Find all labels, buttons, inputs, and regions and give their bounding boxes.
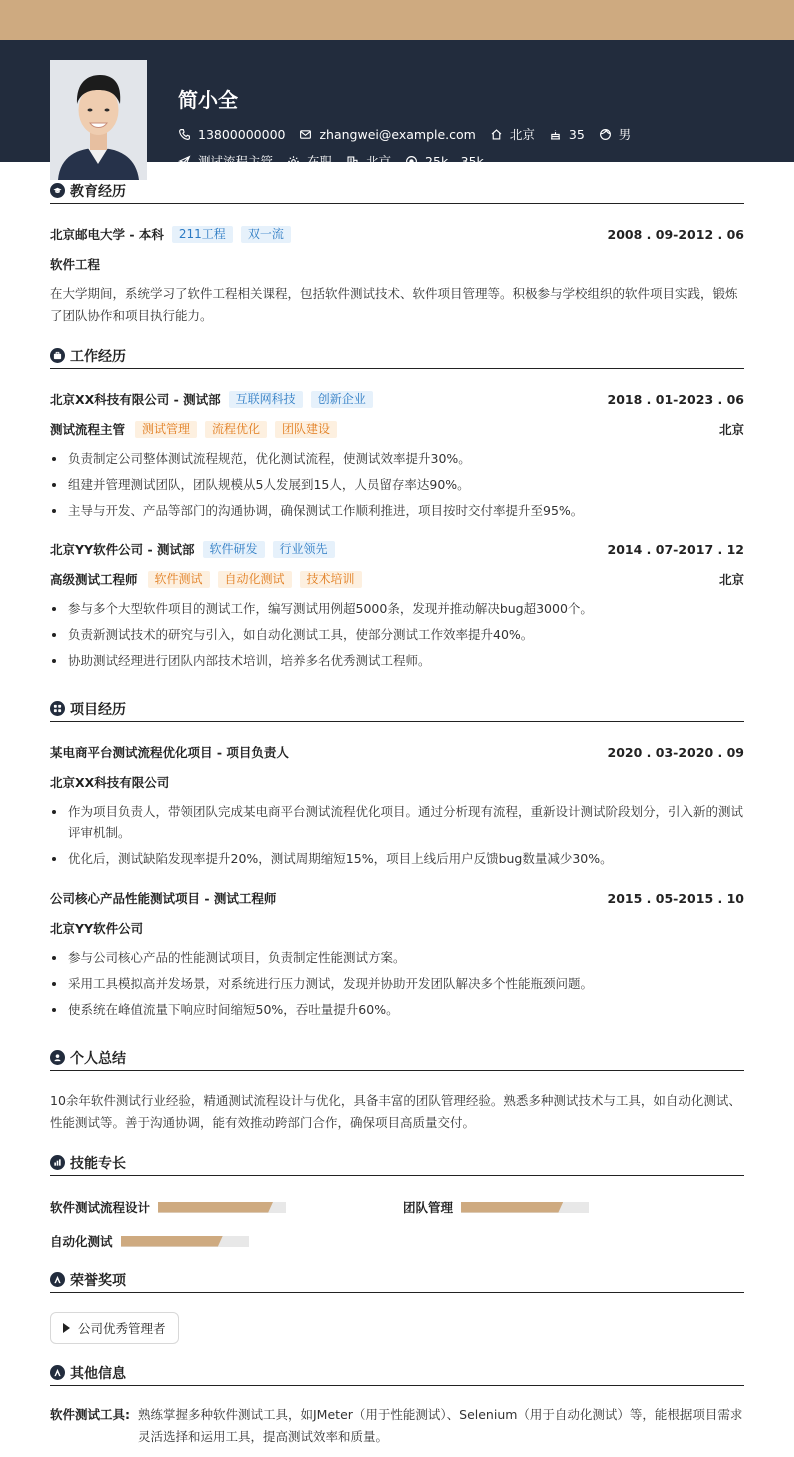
role-tag: 测试管理 (135, 421, 197, 438)
job-bullet: 参与多个大型软件项目的测试工作，编写测试用例超5000条，发现并推动解决bug超3000个。 (50, 598, 744, 619)
project-company-row (50, 919, 744, 937)
user-face-icon (599, 128, 612, 141)
project-company: 北京XX科技有限公司 (50, 775, 170, 790)
role-name: 高级测试工程师 (50, 572, 138, 587)
project-name: 公司核心产品性能测试项目 - 测试工程师 (50, 891, 277, 906)
education-title: 教育经历 (70, 183, 126, 200)
other-heading (50, 1360, 744, 1386)
summary-section (50, 1045, 744, 1135)
job-bullet: 负责新测试技术的研究与引入，如自动化测试工具，使部分测试工作效率提升40%。 (50, 624, 744, 645)
briefcase-icon (50, 348, 65, 363)
gender-text: 男 (618, 127, 632, 142)
job-date: 2014 . 07-2017 . 12 (607, 541, 744, 557)
skill-level-bar (461, 1202, 589, 1213)
phone-text: 13800000000 (198, 126, 286, 142)
age-text: 35 (568, 126, 585, 142)
location-item (490, 125, 535, 143)
gender-item (599, 125, 632, 143)
awards-heading (50, 1267, 744, 1293)
contact-row (178, 125, 645, 143)
education-section (50, 178, 744, 328)
job-intent-row (178, 152, 498, 170)
position-item (178, 152, 273, 170)
project-date: 2015 . 05-2015 . 10 (607, 890, 744, 906)
award-name: 公司优秀管理者 (78, 1321, 166, 1336)
company-name: 北京YY软件公司 - 测试部 (50, 542, 195, 557)
awards-section (50, 1267, 744, 1347)
info-icon (50, 1365, 65, 1380)
role-tag: 团队建设 (275, 421, 337, 438)
other-text: 熟练掌握多种软件测试工具，如JMeter（用于性能测试）、Selenium（用于自动化测试）等，能根据项目需求灵活选择和运用工具，提高测试效率和质量。 (138, 1407, 743, 1444)
phone-icon (178, 128, 191, 141)
company-tag: 行业领先 (273, 541, 335, 558)
job-role-row (50, 570, 744, 588)
phone-item (178, 127, 285, 142)
education-major-row (50, 255, 744, 273)
skills-title: 技能专长 (70, 1155, 126, 1172)
skill-level-fill (461, 1202, 563, 1213)
project-row (50, 889, 744, 907)
summary-text: 10余年软件测试行业经验，精通测试流程设计与优化，具备丰富的团队管理经验。熟悉多种测试技术与工具，如自动化测试、性能测试等。善于沟通协调，能有效推动跨部门合作，确保项目高质量交付。 (50, 1093, 741, 1130)
chart-icon (50, 1155, 65, 1170)
target-city-item (346, 152, 391, 170)
major-name: 软件工程 (50, 257, 101, 272)
project-bullet: 作为项目负责人，带领团队完成某电商平台测试流程优化项目。通过分析现有流程，重新设计测试阶段划分，引入新的测试评审机制。 (50, 801, 744, 843)
email-item (299, 127, 475, 142)
school-name: 北京邮电大学 - 本科 (50, 227, 164, 242)
summary-heading (50, 1045, 744, 1071)
skill-name: 软件测试流程设计 (50, 1200, 151, 1215)
skill-name: 团队管理 (403, 1200, 454, 1215)
home-icon (490, 128, 503, 141)
project-company-row (50, 773, 744, 791)
position-text: 测试流程主管 (198, 154, 274, 169)
other-section (50, 1360, 744, 1452)
role-tag: 软件测试 (148, 571, 210, 588)
profile-header (0, 40, 794, 169)
profile-photo (50, 60, 147, 180)
email-text: zhangwei@example.com (319, 126, 476, 142)
project-bullet: 使系统在峰值流量下响应时间缩短50%，吞吐量提升60%。 (50, 999, 744, 1020)
graduation-cap-icon (50, 183, 65, 198)
role-tag: 流程优化 (205, 421, 267, 438)
job-bullet: 组建并管理测试团队，团队规模从5人发展到15人，人员留存率达90%。 (50, 474, 744, 495)
candidate-name: 简小全 (178, 88, 238, 112)
award-item (50, 1312, 179, 1344)
skill-item (403, 1198, 589, 1216)
role-tag: 自动化测试 (218, 571, 292, 588)
skills-heading (50, 1150, 744, 1176)
role-tag: 技术培训 (300, 571, 362, 588)
school-tag: 211工程 (172, 226, 233, 243)
summary-title: 个人总结 (70, 1050, 126, 1067)
cake-icon (549, 128, 562, 141)
projects-heading (50, 696, 744, 722)
age-item (549, 127, 585, 142)
skill-item (50, 1198, 286, 1216)
salary-text: 25k - 35k (425, 153, 484, 169)
skill-item (50, 1232, 249, 1250)
project-name: 某电商平台测试流程优化项目 - 项目负责人 (50, 745, 289, 760)
education-description: 在大学期间，系统学习了软件工程相关课程，包括软件测试技术、软件项目管理等。积极参与学校组织的软件项目实践，锻炼了团队协作和项目执行能力。 (50, 286, 738, 323)
job-role-row (50, 420, 744, 438)
location-text: 北京 (509, 127, 535, 142)
skill-level-bar (121, 1236, 249, 1247)
salary-icon (405, 155, 418, 168)
job-city: 北京 (718, 572, 744, 587)
job-date: 2018 . 01-2023 . 06 (607, 391, 744, 407)
award-icon (50, 1272, 65, 1287)
status-item (287, 152, 332, 170)
skill-level-fill (158, 1202, 273, 1213)
skill-level-bar (158, 1202, 286, 1213)
user-icon (50, 1050, 65, 1065)
job-bullet: 协助测试经理进行团队内部技术培训，培养多名优秀测试工程师。 (50, 650, 744, 671)
job-company-row (50, 390, 744, 408)
project-date: 2020 . 03-2020 . 09 (607, 744, 744, 760)
gear-icon (287, 155, 300, 168)
company-tag: 软件研发 (203, 541, 265, 558)
work-section (50, 343, 744, 683)
job-city: 北京 (718, 422, 744, 437)
status-text: 在职 (307, 154, 333, 169)
role-name: 测试流程主管 (50, 422, 126, 437)
skill-name: 自动化测试 (50, 1234, 113, 1249)
project-company: 北京YY软件公司 (50, 921, 144, 936)
project-bullet: 优化后，测试缺陷发现率提升20%，测试周期缩短15%，项目上线后用户反馈bug数量减少30%。 (50, 848, 744, 869)
other-label: 软件测试工具: (50, 1407, 130, 1422)
salary-item (405, 154, 484, 169)
other-title: 其他信息 (70, 1365, 126, 1382)
skills-section (50, 1150, 744, 1260)
awards-title: 荣誉奖项 (70, 1272, 126, 1289)
projects-section (50, 696, 744, 1026)
play-icon (63, 1323, 70, 1333)
school-tag: 双一流 (241, 226, 291, 243)
education-heading (50, 178, 744, 204)
projects-title: 项目经历 (70, 701, 126, 718)
building-icon (346, 155, 359, 168)
job-company-row (50, 540, 744, 558)
other-info-row (50, 1404, 744, 1448)
company-tag: 互联网科技 (229, 391, 303, 408)
project-bullet: 参与公司核心产品的性能测试项目，负责制定性能测试方案。 (50, 947, 744, 968)
project-bullet: 采用工具模拟高并发场景，对系统进行压力测试，发现并协助开发团队解决多个性能瓶颈问题。 (50, 973, 744, 994)
mail-icon (299, 128, 312, 141)
send-icon (178, 155, 191, 168)
work-heading (50, 343, 744, 369)
target-city-text: 北京 (366, 154, 392, 169)
education-school-row (50, 225, 744, 243)
grid-icon (50, 701, 65, 716)
skill-level-fill (121, 1236, 223, 1247)
company-name: 北京XX科技有限公司 - 测试部 (50, 392, 221, 407)
job-bullet: 主导与开发、产品等部门的沟通协调，确保测试工作顺利推进，项目按时交付率提升至95%。 (50, 500, 744, 521)
job-bullet: 负责制定公司整体测试流程规范，优化测试流程，使测试效率提升30%。 (50, 448, 744, 469)
accent-top-bar (0, 0, 794, 40)
project-row (50, 743, 744, 761)
company-tag: 创新企业 (311, 391, 373, 408)
work-title: 工作经历 (70, 348, 126, 365)
education-date: 2008 . 09-2012 . 06 (607, 226, 744, 242)
